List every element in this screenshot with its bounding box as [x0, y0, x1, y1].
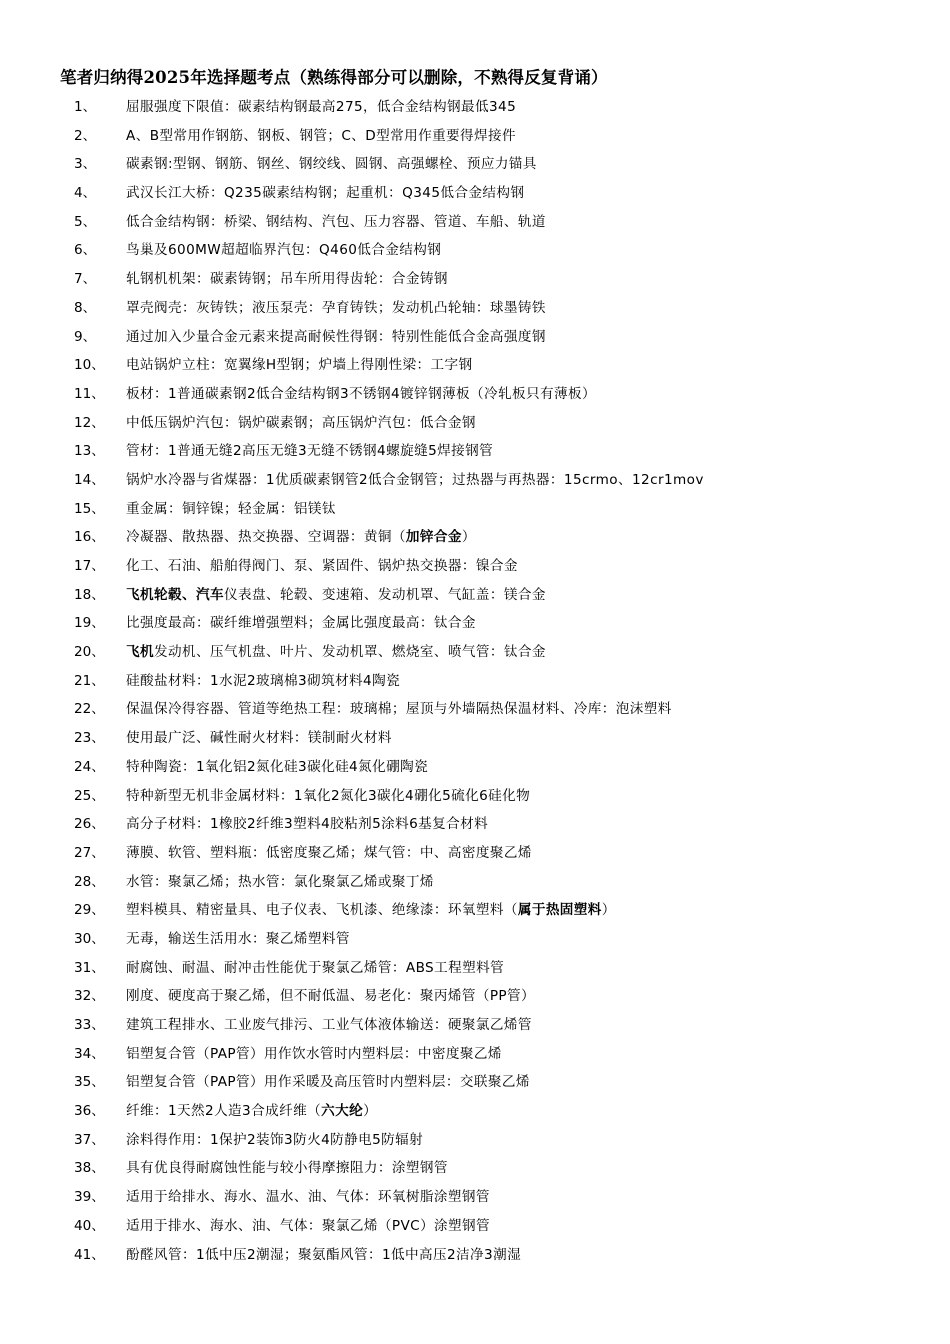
item-text-segment: 化工、石油、船舶得阀门、泵、紧固件、锅炉热交换器：镍合金 [126, 558, 518, 574]
item-text [126, 325, 546, 345]
list-item [0, 892, 950, 921]
item-text [126, 1243, 521, 1263]
list-item [0, 1093, 950, 1122]
item-text-segment: 罩壳阀壳：灰铸铁；液压泵壳：孕育铸铁；发动机凸轮轴：球墨铸铁 [126, 299, 546, 316]
item-number: 2、 [74, 127, 97, 144]
item-text [126, 382, 596, 402]
list-item [0, 319, 950, 348]
item-number: 9、 [74, 328, 97, 345]
list-item [0, 778, 950, 807]
item-text [126, 755, 428, 775]
item-number: 8、 [74, 299, 97, 316]
item-number: 31、 [74, 959, 105, 976]
list-item [0, 634, 950, 663]
item-text-segment: 鸟巢及600MW超超临界汽包：Q460低合金结构钢 [126, 242, 442, 259]
list-item [0, 1237, 950, 1266]
item-text-segment: 比强度最高：碳纤维增强塑料；金属比强度最高：钛合金 [126, 615, 476, 632]
item-number: 29、 [74, 902, 105, 919]
list-item [0, 835, 950, 864]
item-text-segment: 管材：1普通无缝2高压无缝3无缝不锈钢4螺旋缝5焊接钢管 [126, 443, 494, 460]
item-text-segment: 中低压锅炉汽包：锅炉碳素钢；高压锅炉汽包：低合金钢 [126, 414, 476, 431]
item-text-segment: 轧钢机机架：碳素铸钢；吊车所用得齿轮：合金铸钢 [126, 271, 448, 288]
item-text-segment: 高分子材料：1橡胶2纤维3塑料4胶粘剂5涂料6基复合材料 [126, 816, 489, 833]
item-text [126, 353, 472, 373]
item-number: 14、 [74, 471, 105, 488]
item-text-segment: 涂料得作用：1保护2装饰3防火4防静电5防辐射 [126, 1131, 424, 1148]
item-text-segment: 碳素钢:型钢、钢筋、钢丝、钢绞线、圆钢、高强螺栓、预应力锚具 [126, 156, 537, 173]
item-number: 25、 [74, 787, 105, 804]
item-number: 39、 [74, 1189, 105, 1206]
item-text-segment: 通过加入少量合金元素来提高耐候性得钢：特别性能低合金高强度钢 [126, 328, 546, 345]
item-number: 4、 [74, 185, 97, 202]
item-text [126, 812, 488, 832]
item-number: 12、 [74, 414, 105, 431]
item-number: 19、 [74, 615, 105, 632]
item-text-emphasis: 加锌合金 [405, 529, 462, 546]
item-text-segment: 特种新型无机非金属材料：1氧化2氮化3碳化4硼化5硫化6硅化物 [126, 787, 531, 804]
item-text [126, 1070, 530, 1090]
item-text [126, 238, 441, 258]
item-text [126, 1042, 502, 1062]
list-item [0, 491, 950, 520]
item-text-segment: 刚度、硬度高于聚乙烯，但不耐低温、易老化：聚丙烯管（PP管） [126, 988, 536, 1005]
list-item [0, 204, 950, 233]
item-text [126, 525, 476, 545]
list-item [0, 290, 950, 319]
item-number: 7、 [74, 271, 97, 288]
item-text [126, 927, 350, 947]
item-text [126, 611, 476, 631]
item-text-segment: 重金属：铜锌镍；轻金属：铝镁钛 [126, 500, 336, 517]
list-item [0, 577, 950, 606]
item-number: 15、 [74, 500, 105, 517]
exam-point-list [0, 89, 950, 1265]
item-text [126, 1128, 423, 1148]
item-text [126, 984, 535, 1004]
item-text [126, 554, 518, 574]
item-number: 33、 [74, 1017, 105, 1033]
item-number: 1、 [74, 99, 97, 115]
item-text [126, 411, 476, 431]
item-text [126, 181, 524, 201]
item-text-segment: 酚醛风管：1低中压2潮湿；聚氨酯风管：1低中高压2洁净3潮湿 [126, 1246, 522, 1263]
list-item [0, 232, 950, 261]
item-text [126, 669, 400, 689]
item-text [126, 1156, 448, 1176]
list-item [0, 1122, 950, 1151]
item-number: 17、 [74, 558, 105, 574]
item-text [126, 439, 493, 459]
item-text [126, 784, 530, 804]
item-text [126, 152, 537, 172]
item-text-segment: 低合金结构钢：桥梁、钢结构、汽包、压力容器、管道、车船、轨道 [126, 213, 546, 230]
item-text-segment: 仪表盘、轮毂、变速箱、发动机罩、气缸盖：镁合金 [223, 586, 546, 603]
item-text [126, 296, 546, 316]
item-text [126, 124, 516, 144]
item-text-emphasis: 属于热固塑料 [517, 902, 602, 919]
list-item [0, 548, 950, 577]
item-number: 30、 [74, 930, 105, 947]
item-text-segment: ） [601, 902, 616, 919]
document-title: 笔者归纳得2025年选择题考点（熟练得部分可以删除，不熟得反复背诵） [60, 68, 608, 87]
list-item [0, 663, 950, 692]
item-number: 16、 [74, 529, 105, 546]
item-number: 20、 [74, 644, 105, 661]
item-number: 11、 [74, 385, 105, 402]
list-item [0, 749, 950, 778]
item-text-segment: ） [363, 1103, 378, 1120]
item-number: 10、 [74, 357, 105, 374]
item-number: 37、 [74, 1131, 105, 1148]
item-text-segment: ） [461, 529, 476, 546]
list-item [0, 806, 950, 835]
item-text [126, 898, 616, 918]
list-item [0, 405, 950, 434]
item-text [126, 267, 448, 287]
list-item [0, 720, 950, 749]
item-text-segment: 冷凝器、散热器、热交换器、空调器：黄铜（ [126, 529, 406, 546]
item-text-segment: 水管：聚氯乙烯；热水管：氯化聚氯乙烯或聚丁烯 [126, 873, 434, 890]
item-text-segment: A、B型常用作钢筋、钢板、钢管；C、D型常用作重要得焊接件 [126, 127, 517, 144]
item-text [126, 95, 516, 115]
item-text [126, 1013, 532, 1033]
item-text [126, 583, 546, 603]
list-item [0, 605, 950, 634]
item-text-segment: 铝塑复合管（PAP管）用作饮水管时内塑料层：中密度聚乙烯 [126, 1045, 502, 1062]
item-number: 35、 [74, 1074, 105, 1091]
item-number: 6、 [74, 242, 97, 259]
item-number: 26、 [74, 816, 105, 833]
item-number: 36、 [74, 1103, 105, 1120]
item-text-segment: 使用最广泛、碱性耐火材料：镁制耐火材料 [126, 730, 392, 747]
item-number: 13、 [74, 443, 105, 460]
item-number: 3、 [74, 156, 97, 173]
item-text [126, 870, 434, 890]
list-item [0, 1208, 950, 1237]
item-text-segment: 适用于排水、海水、油、气体：聚氯乙烯（PVC）涂塑钢管 [126, 1217, 491, 1234]
item-text-segment: 无毒，输送生活用水：聚乙烯塑料管 [126, 930, 350, 947]
list-item [0, 347, 950, 376]
list-item [0, 921, 950, 950]
list-item [0, 950, 950, 979]
list-item [0, 1007, 950, 1036]
item-text-segment: 板材：1普通碳素钢2低合金结构钢3不锈钢4镀锌钢薄板（冷轧板只有薄板） [126, 385, 596, 402]
list-item [0, 146, 950, 175]
item-text [126, 697, 672, 717]
item-text-segment: 耐腐蚀、耐温、耐冲击性能优于聚氯乙烯管：ABS工程塑料管 [126, 959, 505, 976]
item-text-segment: 适用于给排水、海水、温水、油、气体：环氧树脂涂塑钢管 [126, 1189, 490, 1206]
list-item [0, 864, 950, 893]
item-text-segment: 电站锅炉立柱：宽翼缘H型钢；炉墙上得刚性梁：工字钢 [126, 357, 473, 374]
item-number: 41、 [74, 1246, 105, 1263]
item-text-emphasis: 飞机轮毂、汽车 [126, 586, 224, 603]
item-number: 22、 [74, 701, 105, 718]
item-text-segment: 铝塑复合管（PAP管）用作采暖及高压管时内塑料层：交联聚乙烯 [126, 1074, 530, 1091]
list-item [0, 118, 950, 147]
list-item [0, 261, 950, 290]
item-text [126, 210, 546, 230]
list-item [0, 376, 950, 405]
list-item [0, 978, 950, 1007]
list-item [0, 519, 950, 548]
item-text-emphasis: 飞机 [126, 644, 154, 661]
item-number: 32、 [74, 988, 105, 1005]
item-text-segment: 薄膜、软管、塑料瓶：低密度聚乙烯；煤气管：中、高密度聚乙烯 [126, 844, 532, 861]
item-text [126, 640, 546, 660]
item-text-segment: 发动机、压气机盘、叶片、发动机罩、燃烧室、喷气管：钛合金 [154, 644, 546, 661]
item-text [126, 1214, 490, 1234]
item-text [126, 497, 336, 517]
item-number: 38、 [74, 1160, 105, 1177]
list-item [0, 1036, 950, 1065]
item-text-segment: 纤维：1天然2人造3合成纤维（ [126, 1103, 322, 1120]
item-number: 18、 [74, 586, 105, 603]
item-number: 21、 [74, 672, 105, 689]
list-item [0, 175, 950, 204]
item-text-segment: 保温保冷得容器、管道等绝热工程：玻璃棉；屋顶与外墙隔热保温材料、冷库：泡沫塑料 [126, 701, 672, 718]
list-item [0, 1064, 950, 1093]
item-number: 34、 [74, 1045, 105, 1062]
item-text-segment: 塑料模具、精密量具、电子仪表、飞机漆、绝缘漆：环氧塑料（ [126, 902, 518, 919]
item-text-segment: 具有优良得耐腐蚀性能与较小得摩擦阻力：涂塑钢管 [126, 1160, 448, 1177]
item-text [126, 726, 392, 746]
item-text-segment: 建筑工程排水、工业废气排污、工业气体液体输送：硬聚氯乙烯管 [126, 1017, 532, 1033]
list-item [0, 1150, 950, 1179]
list-item [0, 691, 950, 720]
item-number: 5、 [74, 213, 97, 230]
item-text [126, 956, 504, 976]
item-text [126, 468, 704, 488]
item-text [126, 841, 532, 861]
item-text-emphasis: 六大纶 [321, 1103, 364, 1120]
item-number: 40、 [74, 1217, 105, 1234]
item-text [126, 1185, 490, 1205]
item-text-segment: 硅酸盐材料：1水泥2玻璃棉3砌筑材料4陶瓷 [126, 672, 401, 689]
list-item [0, 1179, 950, 1208]
list-item [0, 462, 950, 491]
item-number: 24、 [74, 758, 105, 775]
item-text-segment: 武汉长江大桥：Q235碳素结构钢；起重机：Q345低合金结构钢 [126, 185, 525, 202]
item-text-segment: 特种陶瓷：1氧化铝2氮化硅3碳化硅4氮化硼陶瓷 [126, 758, 429, 775]
item-text-segment: 锅炉水冷器与省煤器：1优质碳素钢管2低合金钢管；过热器与再热器：15crmo、12cr1mov [126, 471, 704, 488]
item-number: 28、 [74, 873, 105, 890]
list-item [0, 89, 950, 118]
item-text-segment: 屈服强度下限值：碳素结构钢最高275，低合金结构钢最低345 [126, 99, 517, 115]
list-item [0, 433, 950, 462]
item-text [126, 1099, 377, 1119]
item-number: 27、 [74, 844, 105, 861]
item-number: 23、 [74, 730, 105, 747]
